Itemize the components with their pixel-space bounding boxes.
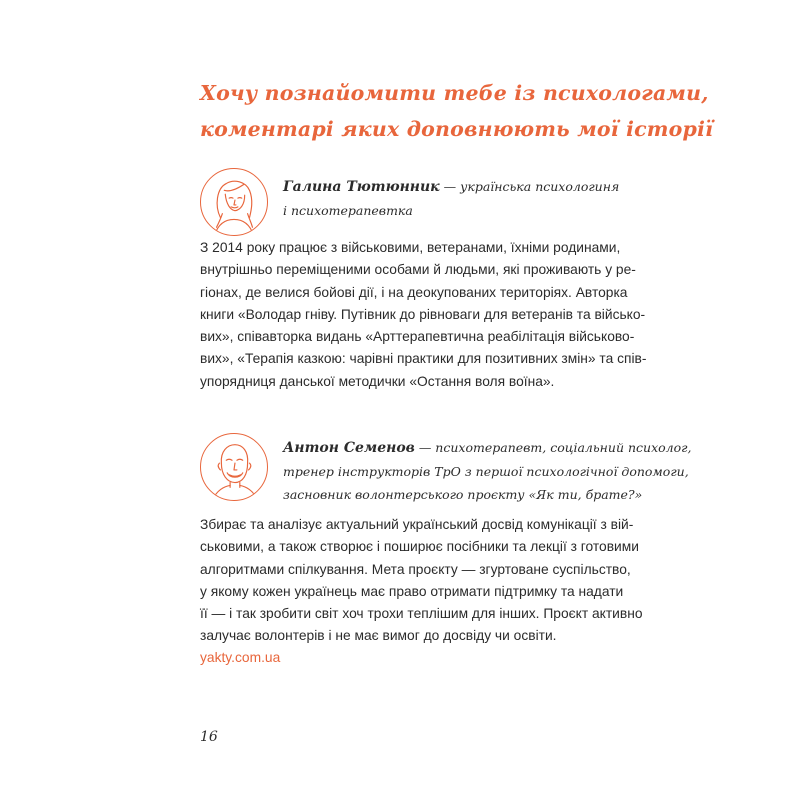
person2-role-line-1: — психотерапевт, соціальний психолог, [414,440,692,455]
psychologist-card-1 [200,168,620,238]
person2-role-line-3: засновник волонтерського проєкту «Як ти, брате?» [283,487,643,502]
person1-bio [200,237,647,393]
bio-line: вих», співавторка видань «Арттерапевтична реабілітація військово- [200,329,635,345]
bio-line: книги «Володар гніву. Путівник до рівноваги для ветеранів та військо- [200,306,646,322]
page-heading [200,75,714,147]
bio-line: залучає волонтерів і не має вимог до досвіду чи освіти. [200,628,557,644]
bio-line: внутрішньо переміщеними особами й людьми, які проживають у ре- [200,262,636,278]
bio-line: ськовими, а також створює і поширює посібники та лекції з готовими [200,539,639,555]
page-number: 16 [200,729,218,745]
bio-line: алгоритмами спілкування. Мета проєкту — згуртоване суспільство, [200,561,631,577]
woman-portrait-icon [200,168,268,236]
bio-line: гіонах, де велися бойові дії, і на деокупованих територіях. Авторка [200,284,628,300]
bio-line: Збирає та аналізує актуальний український досвід комунікації з вій- [200,517,634,532]
bio-line: вих», «Терапія казкою: чарівні практики для позитивних змін» та спів- [200,351,647,367]
psychologist-card-2 [200,431,692,503]
heading-line-1: Хочу познайомити тебе із психологами, [200,81,709,105]
person1-role-line-1: — українська психологиня [439,179,620,194]
person2-role-line-2: тренер інструкторів ТрО з першої психологічної допомоги, [283,464,689,479]
person1-description [283,175,619,222]
bio-line: З 2014 року працює з військовими, ветеранами, їхніми родинами, [200,240,621,255]
bio-line: у якому кожен українець має право отримати підтримку та надати [200,583,624,599]
project-website-link[interactable]: yakty.com.ua [200,650,281,665]
person2-name: Антон Семенов [283,440,415,456]
person1-role-line-2: і психотерапевтка [283,203,413,218]
bio-line: її — і так зробити світ хоч трохи теплішим для інших. Проєкт активно [200,606,643,622]
man-portrait-icon [200,433,268,501]
person1-name: Галина Тютюнник [283,179,440,195]
bio-line: упорядниця данської методички «Остання воля воїна». [200,373,555,389]
person2-bio [200,514,643,648]
heading-line-2: коментарі яких доповнюють мої історії [200,117,714,141]
person2-description [283,436,691,506]
